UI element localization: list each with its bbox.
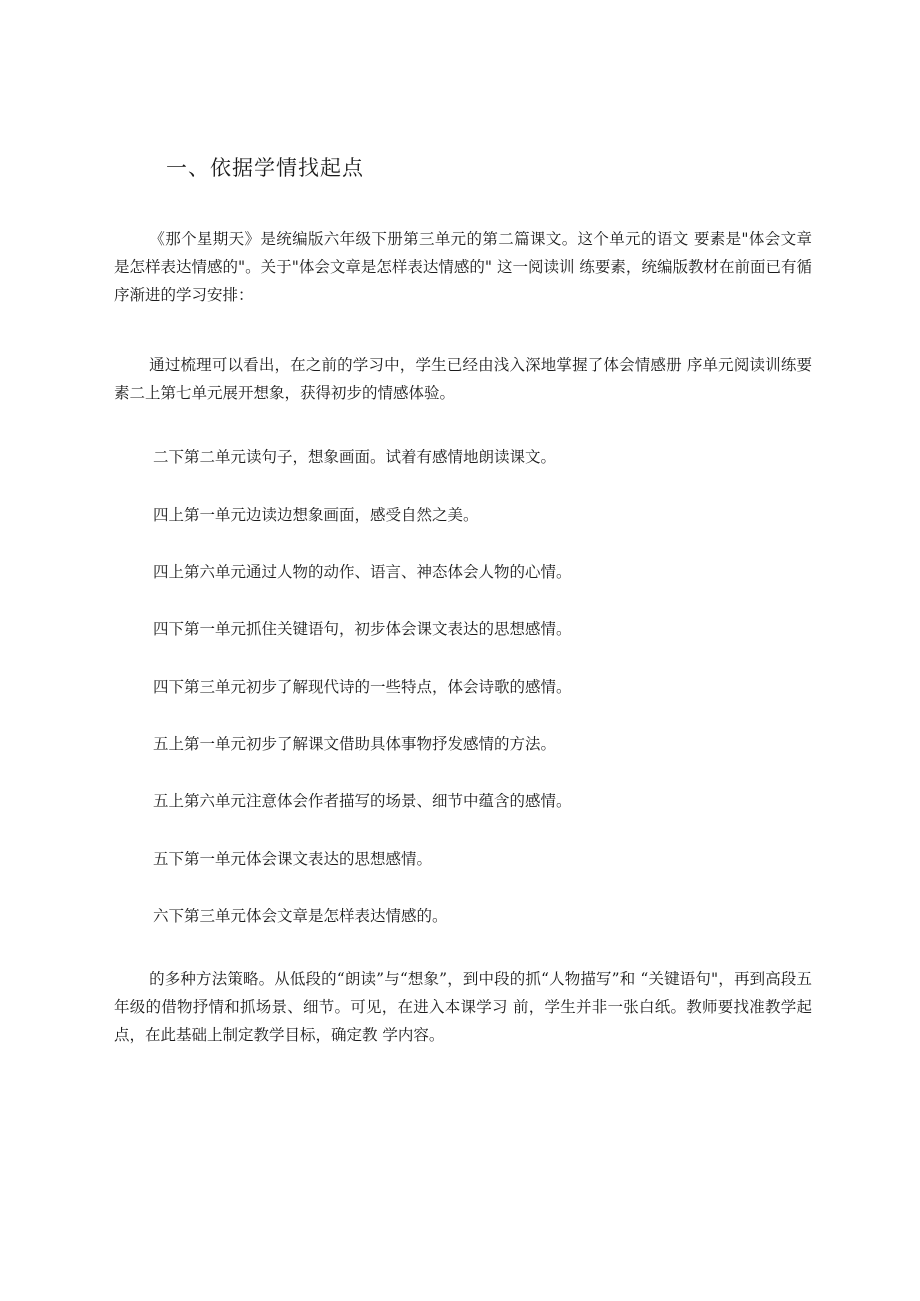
list-item: 二下第二单元读句子，想象画面。试着有感情地朗读课文。 [153, 448, 557, 466]
summary-paragraph-text: 通过梳理可以看出，在之前的学习中，学生已经由浅入深地掌握了体会情感册 序单元阅读训练要素二上第七单元展开想象，获得初步的情感体验。 [114, 356, 812, 402]
intro-paragraph [114, 225, 812, 309]
intro-paragraph-text: 《那个星期天》是统编版六年级下册第三单元的第二篇课文。这个单元的语文 要素是"体会文章是怎样表达情感的"。关于"体会文章是怎样表达情感的" 这一阅读训 练要素，统编版教材在前面已有循序渐进的学习安排： [114, 230, 812, 304]
list-item: 四下第一单元抓住关键语句，初步体会课文表达的思想感情。 [153, 620, 572, 638]
list-item: 五下第一单元体会课文表达的思想感情。 [153, 850, 433, 868]
list-item: 六下第三单元体会文章是怎样表达情感的。 [153, 907, 448, 925]
list-item: 四下第三单元初步了解现代诗的一些特点，体会诗歌的感情。 [153, 678, 572, 696]
conclusion-paragraph [114, 965, 812, 1049]
list-item: 五上第一单元初步了解课文借助具体事物抒发感情的方法。 [153, 735, 557, 753]
conclusion-paragraph-text: 的多种方法策略。从低段的“朗读”与“想象”，到中段的抓“人物描写”和 “关键语句"，再到高段五年级的借物抒情和抓场景、细节。可见，在进入本课学习 前，学生并非一张白纸。教师要找准教学起点，在此基础上制定教学目标，确定教 学内容。 [114, 970, 812, 1044]
summary-paragraph [114, 351, 812, 407]
list-item: 四上第一单元边读边想象画面，感受自然之美。 [153, 506, 479, 524]
list-item: 五上第六单元注意体会作者描写的场景、细节中蕴含的感情。 [153, 792, 572, 810]
list-item: 四上第六单元通过人物的动作、语言、神态体会人物的心情。 [153, 563, 572, 581]
section-heading: 一、依据学情找起点 [166, 156, 364, 180]
